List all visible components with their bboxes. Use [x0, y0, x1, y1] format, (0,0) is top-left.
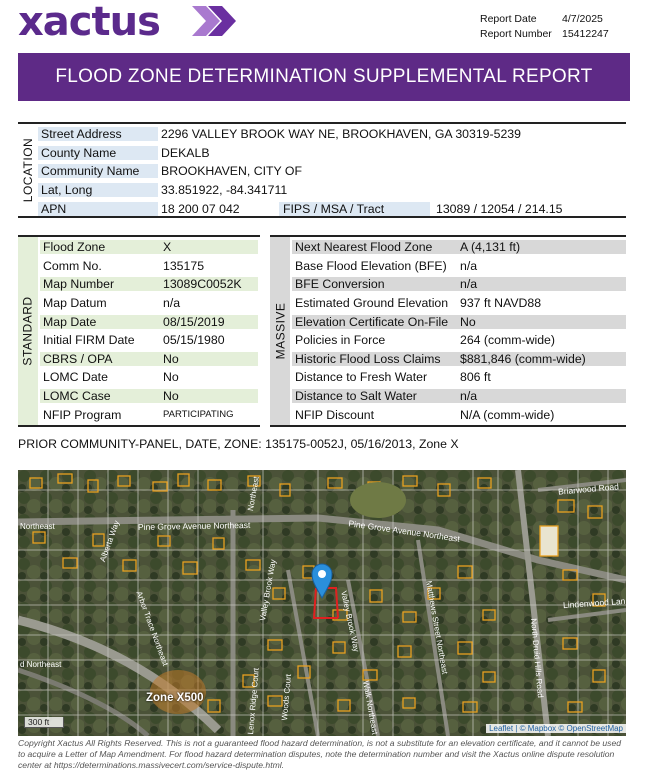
massive-label: Estimated Ground Elevation: [295, 296, 449, 311]
copyright-disclaimer: Copyright Xactus All Rights Reserved. This is not a guaranteed flood hazard determination, is not a substitute for an elevation certificate, and it cannot be used to acquire a Letter of Map Amendment. For flood hazard determination disputes, note the determination number and visit the Xactus online dispute resolution center at https://determinations.massivecert.com/service-dispute.html.: [18, 738, 622, 770]
standard-value: No: [160, 352, 258, 366]
flood-map[interactable]: [18, 470, 626, 736]
massive-label: BFE Conversion: [292, 277, 457, 291]
standard-label: Initial FIRM Date: [43, 333, 135, 348]
standard-label: LOMC Case: [40, 389, 160, 403]
location-label: Street Address: [38, 127, 158, 141]
standard-value: 08/15/2019: [160, 315, 258, 329]
massive-value: No: [457, 315, 626, 329]
map-street-label: Pine Grove Avenue Northeast: [137, 520, 251, 532]
report-meta: [480, 12, 609, 42]
xactus-x-mark-icon: [190, 4, 238, 38]
location-value: 33.851922, -84.341711: [161, 183, 288, 198]
massive-label: Next Nearest Flood Zone: [292, 240, 457, 254]
standard-row: [40, 275, 260, 294]
location-label: Community Name: [38, 164, 158, 178]
map-street-label: Woods Court: [280, 673, 294, 721]
map-street-label: Matthews Street Northeast: [424, 580, 450, 675]
standard-value: No: [160, 389, 258, 403]
map-street-label: Arbor Trace Northeast: [134, 590, 170, 668]
map-street-label: North Druid Hills Road: [529, 618, 545, 699]
location-section-label: LOCATION: [21, 137, 36, 203]
massive-value: n/a: [460, 258, 478, 273]
map-street-label: Lenox Ridge Court: [246, 667, 261, 735]
location-label: County Name: [38, 146, 158, 160]
standard-value: 135175: [163, 258, 205, 273]
massive-row: [292, 238, 626, 257]
standard-label: NFIP Program: [43, 407, 122, 422]
map-street-label: Alberta Way: [98, 519, 122, 564]
standard-row: [40, 350, 260, 369]
massive-row: [292, 350, 626, 369]
standard-label: Map Datum: [43, 296, 107, 311]
standard-row: [40, 238, 260, 257]
map-scale-bar: 300 ft: [24, 717, 64, 728]
standard-label: Map Date: [40, 315, 160, 329]
report-title-banner: FLOOD ZONE DETERMINATION SUPPLEMENTAL REPORT: [18, 53, 630, 101]
standard-section: [18, 235, 260, 427]
standard-section-label: STANDARD: [18, 237, 38, 425]
xactus-logo: xactus: [18, 0, 160, 45]
massive-section-label: MASSIVE: [270, 237, 290, 425]
map-street-label: d Northeast: [20, 660, 62, 669]
massive-label: Distance to Fresh Water: [295, 370, 428, 385]
standard-label: CBRS / OPA: [40, 352, 160, 366]
apn-value: 18 200 07 042: [161, 201, 240, 216]
massive-value: 806 ft: [460, 370, 491, 385]
massive-label: Historic Flood Loss Claims: [292, 352, 457, 366]
standard-label: Map Number: [40, 277, 160, 291]
massive-row: [292, 312, 626, 331]
map-street-label: Northeast: [20, 522, 55, 531]
massive-value: 937 ft NAVD88: [460, 296, 542, 311]
standard-row: [40, 368, 260, 387]
location-value: BROOKHAVEN, CITY OF: [161, 164, 302, 179]
massive-label: Base Flood Elevation (BFE): [295, 258, 447, 273]
massive-row: [292, 257, 626, 276]
standard-row: [40, 331, 260, 350]
standard-row: [40, 294, 260, 313]
map-street-label: Valley Brook Way: [339, 590, 361, 653]
massive-section: [270, 235, 626, 427]
massive-row: [292, 294, 626, 313]
massive-value: N/A (comm-wide): [460, 407, 555, 422]
report-number-label: Report Number: [480, 28, 552, 40]
standard-value: n/a: [163, 296, 181, 311]
massive-label: NFIP Discount: [295, 407, 375, 422]
massive-value: n/a: [457, 389, 626, 403]
map-street-label: Walk Northeast: [361, 680, 380, 736]
standard-value: No: [163, 370, 179, 385]
fips-value: 13089 / 12054 / 214.15: [436, 201, 563, 216]
massive-label: Distance to Salt Water: [292, 389, 457, 403]
map-attribution[interactable]: Leaflet | © Mapbox © OpenStreetMap: [486, 724, 626, 733]
standard-value: 13089C0052K: [160, 277, 258, 291]
standard-row: [40, 312, 260, 331]
report-date: 4/7/2025: [562, 13, 603, 25]
massive-row: [292, 405, 626, 424]
standard-value: 05/15/1980: [163, 333, 225, 348]
map-street-label: Pine Grove Avenue Northeast: [347, 518, 461, 544]
standard-row: [40, 405, 260, 424]
massive-value: 264 (comm-wide): [460, 333, 555, 348]
standard-row: [40, 257, 260, 276]
standard-label: Flood Zone: [40, 240, 160, 254]
location-label: Lat, Long: [38, 183, 158, 197]
massive-value: n/a: [457, 277, 626, 291]
massive-row: [292, 331, 626, 350]
massive-label: Policies in Force: [295, 333, 386, 348]
standard-value: PARTICIPATING: [163, 409, 234, 421]
massive-value: A (4,131 ft): [457, 240, 626, 254]
satellite-map-image: [18, 470, 626, 736]
zone-x500-label: Zone X500: [146, 692, 204, 704]
prior-community-panel: PRIOR COMMUNITY-PANEL, DATE, ZONE: 135175-0052J, 05/16/2013, Zone X: [18, 437, 459, 451]
location-value: 2296 VALLEY BROOK WAY NE, BROOKHAVEN, GA 30319-5239: [161, 127, 521, 142]
location-section: [18, 122, 626, 218]
report-date-label: Report Date: [480, 13, 537, 25]
apn-label: APN: [38, 202, 158, 216]
location-value: DEKALB: [161, 145, 210, 160]
report-number: 15412247: [562, 28, 609, 40]
fips-label: FIPS / MSA / Tract: [279, 202, 430, 216]
standard-label: LOMC Date: [43, 370, 108, 385]
massive-label: Elevation Certificate On-File: [292, 315, 457, 329]
standard-label: Comm No.: [43, 258, 102, 273]
map-street-label: Lindenwood Lan: [562, 595, 626, 611]
massive-row: [292, 387, 626, 406]
massive-row: [292, 275, 626, 294]
massive-value: $881,846 (comm-wide): [457, 352, 626, 366]
standard-value: X: [160, 240, 258, 254]
map-street-label: Valley Brook Way: [258, 558, 278, 622]
standard-row: [40, 387, 260, 406]
map-street-label: Briarwood Road: [557, 481, 620, 497]
massive-row: [292, 368, 626, 387]
map-street-label: Northeast: [246, 475, 261, 512]
